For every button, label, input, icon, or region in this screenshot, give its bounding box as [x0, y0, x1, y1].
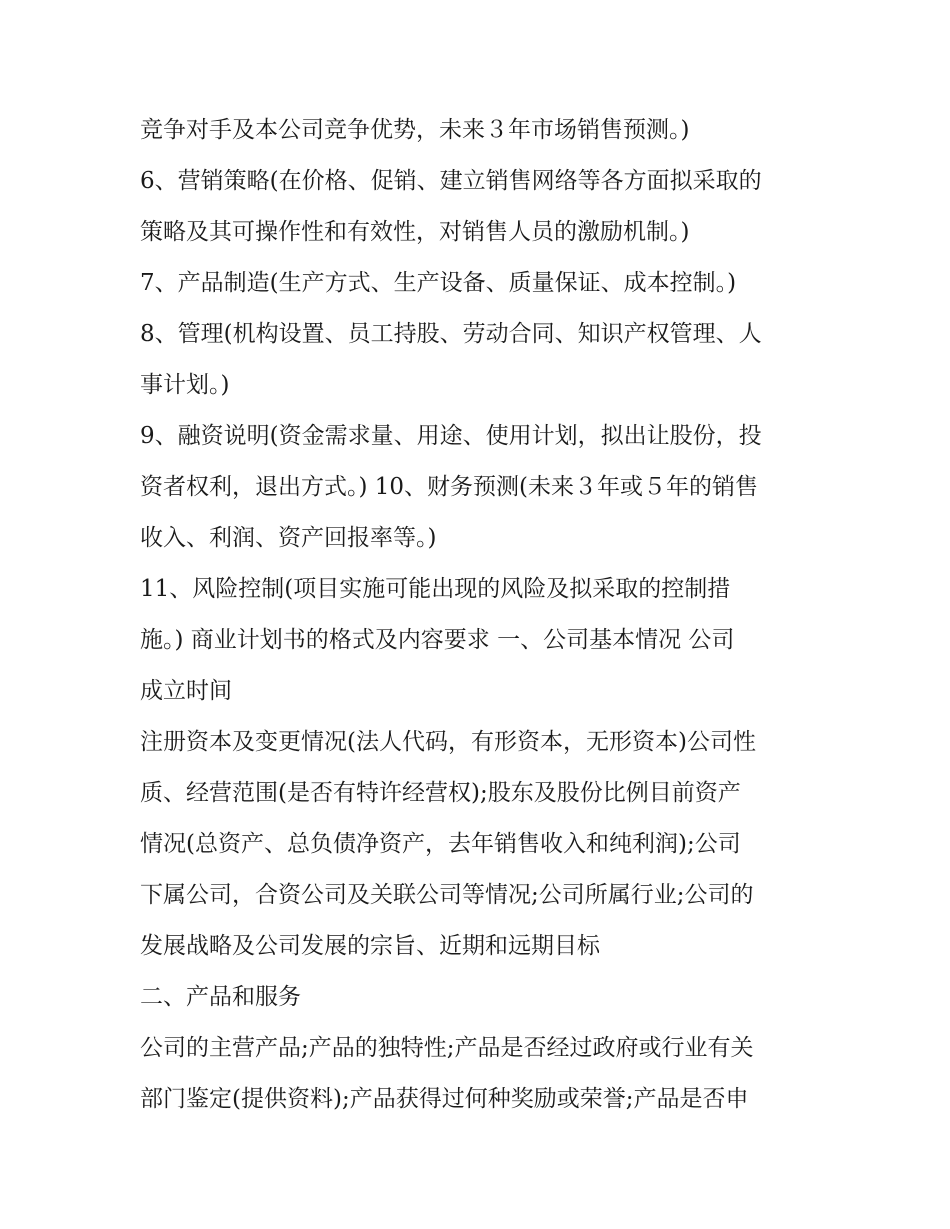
text-line: 发展战略及公司发展的宗旨、近期和远期目标: [140, 933, 600, 959]
text-line: 收入、利润、资产回报率等。): [140, 525, 437, 551]
text-line: 策略及其可操作性和有效性，对销售人员的激励机制。): [140, 219, 690, 245]
text-line: 下属公司，合资公司及关联公司等情况;公司所属行业;公司的: [140, 882, 754, 908]
text-line: 注册资本及变更情况(法人代码，有形资本，无形资本)公司性: [140, 729, 756, 755]
section-heading: 二、产品和服务: [140, 984, 301, 1010]
text-line: 9、融资说明(资金需求量、用途、使用计划，拟出让股份，投: [140, 423, 762, 449]
text-line: 事计划。): [140, 372, 230, 398]
text-line: 公司的主营产品;产品的独特性;产品是否经过政府或行业有关: [140, 1035, 754, 1061]
text-line: 资者权利，退出方式。) 10、财务预测(未来３年或５年的销售: [140, 474, 759, 500]
text-line: 质、经营范围(是否有特许经营权);股东及股份比例目前资产: [140, 780, 741, 806]
text-line: 竞争对手及本公司竞争优势，未来３年市场销售预测。): [140, 117, 690, 143]
text-line: 情况(总资产、总负债净资产，去年销售收入和纯利润);公司: [140, 831, 741, 857]
text-line: 6、营销策略(在价格、促销、建立销售网络等各方面拟采取的: [140, 168, 762, 194]
text-line: 施。) 商业计划书的格式及内容要求 一、公司基本情况 公司: [140, 627, 735, 653]
text-line: 成立时间: [140, 678, 232, 704]
text-line: 11、风险控制(项目实施可能出现的风险及拟采取的控制措: [140, 576, 731, 602]
text-line: 7、产品制造(生产方式、生产设备、质量保证、成本控制。): [140, 270, 737, 296]
text-line: 部门鉴定(提供资料);产品获得过何种奖励或荣誉;产品是否申: [140, 1086, 749, 1112]
body-text: [140, 105, 820, 1125]
text-line: 8、管理(机构设置、员工持股、劳动合同、知识产权管理、人: [140, 321, 762, 347]
